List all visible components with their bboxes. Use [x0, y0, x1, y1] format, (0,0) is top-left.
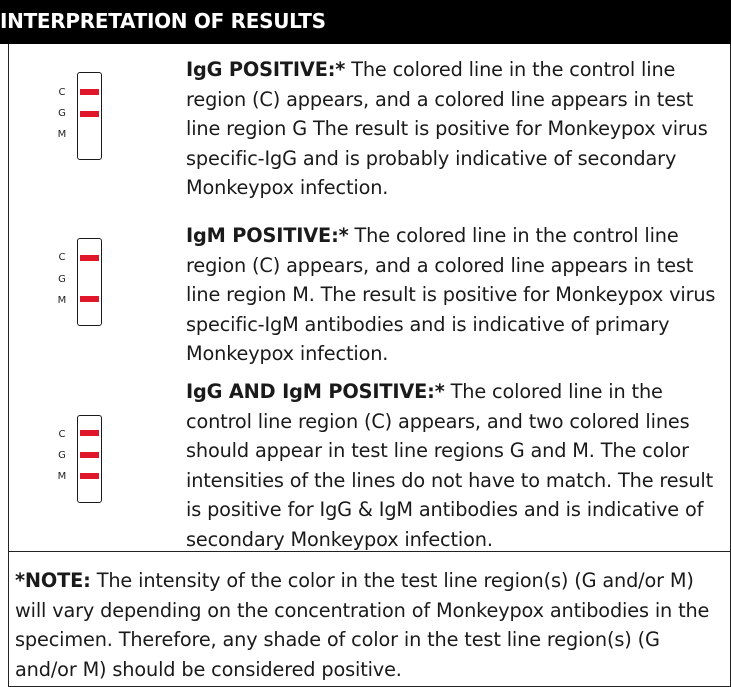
result-entry-igg-igm [186, 377, 726, 554]
strip-label-c: C [58, 252, 66, 263]
strip-band-g [80, 111, 99, 117]
result-entry-igg [186, 55, 726, 203]
test-strip-igm [77, 238, 102, 326]
entry-heading: IgG POSITIVE:* [186, 58, 346, 81]
strip-label-m: M [57, 295, 67, 306]
result-entry-igm [186, 221, 726, 369]
strip-band-c [80, 89, 99, 95]
entry-heading: IgG AND IgM POSITIVE:* [186, 380, 445, 403]
strip-label-m: M [57, 129, 67, 140]
note-paragraph [15, 566, 727, 684]
strip-band-m [80, 473, 99, 479]
strip-band-m [80, 296, 99, 302]
strip-band-c [80, 255, 99, 261]
entry-heading: IgM POSITIVE:* [186, 224, 349, 247]
strip-label-m: M [57, 471, 67, 482]
note-text: The intensity of the color in the test line region(s) (G and/or M) will vary depending on the concentration of Monkeypox antibodies in the specimen. Therefore, any shade of color in the test line region(s) (G and/or M) should be considered positive. [15, 569, 710, 681]
strip-label-g: G [58, 108, 66, 119]
section-title: INTERPRETATION OF RESULTS [0, 9, 326, 33]
strip-band-g [80, 452, 99, 458]
strip-label-c: C [58, 87, 66, 98]
note-heading: *NOTE: [15, 569, 91, 592]
test-strip-igg-igm [77, 415, 102, 503]
entry-text: The colored line in the control line region (C) appears, and two colored lines should appear in test line regions G and M. The color intensities of the lines do not have to match. The result is positive for IgG & IgM antibodies and is indicative of secondary Monkeypox infection. [186, 380, 714, 551]
strip-label-g: G [58, 274, 66, 285]
entry-text: The colored line in the control line region (C) appears, and a colored line appears in test line region M. The result is positive for Monkeypox virus specific-IgM antibodies and is indicative of primary Monkeypox infection. [186, 224, 716, 365]
strip-label-g: G [58, 450, 66, 461]
test-strip-igg [77, 72, 102, 160]
strip-label-c: C [58, 429, 66, 440]
section-header [0, 0, 731, 44]
entry-text: The colored line in the control line region (C) appears, and a colored line appears in test line region G The result is positive for Monkeypox virus specific-IgG and is probably indicative of secondary Monkeypox infection. [186, 58, 708, 199]
strip-band-c [80, 430, 99, 436]
